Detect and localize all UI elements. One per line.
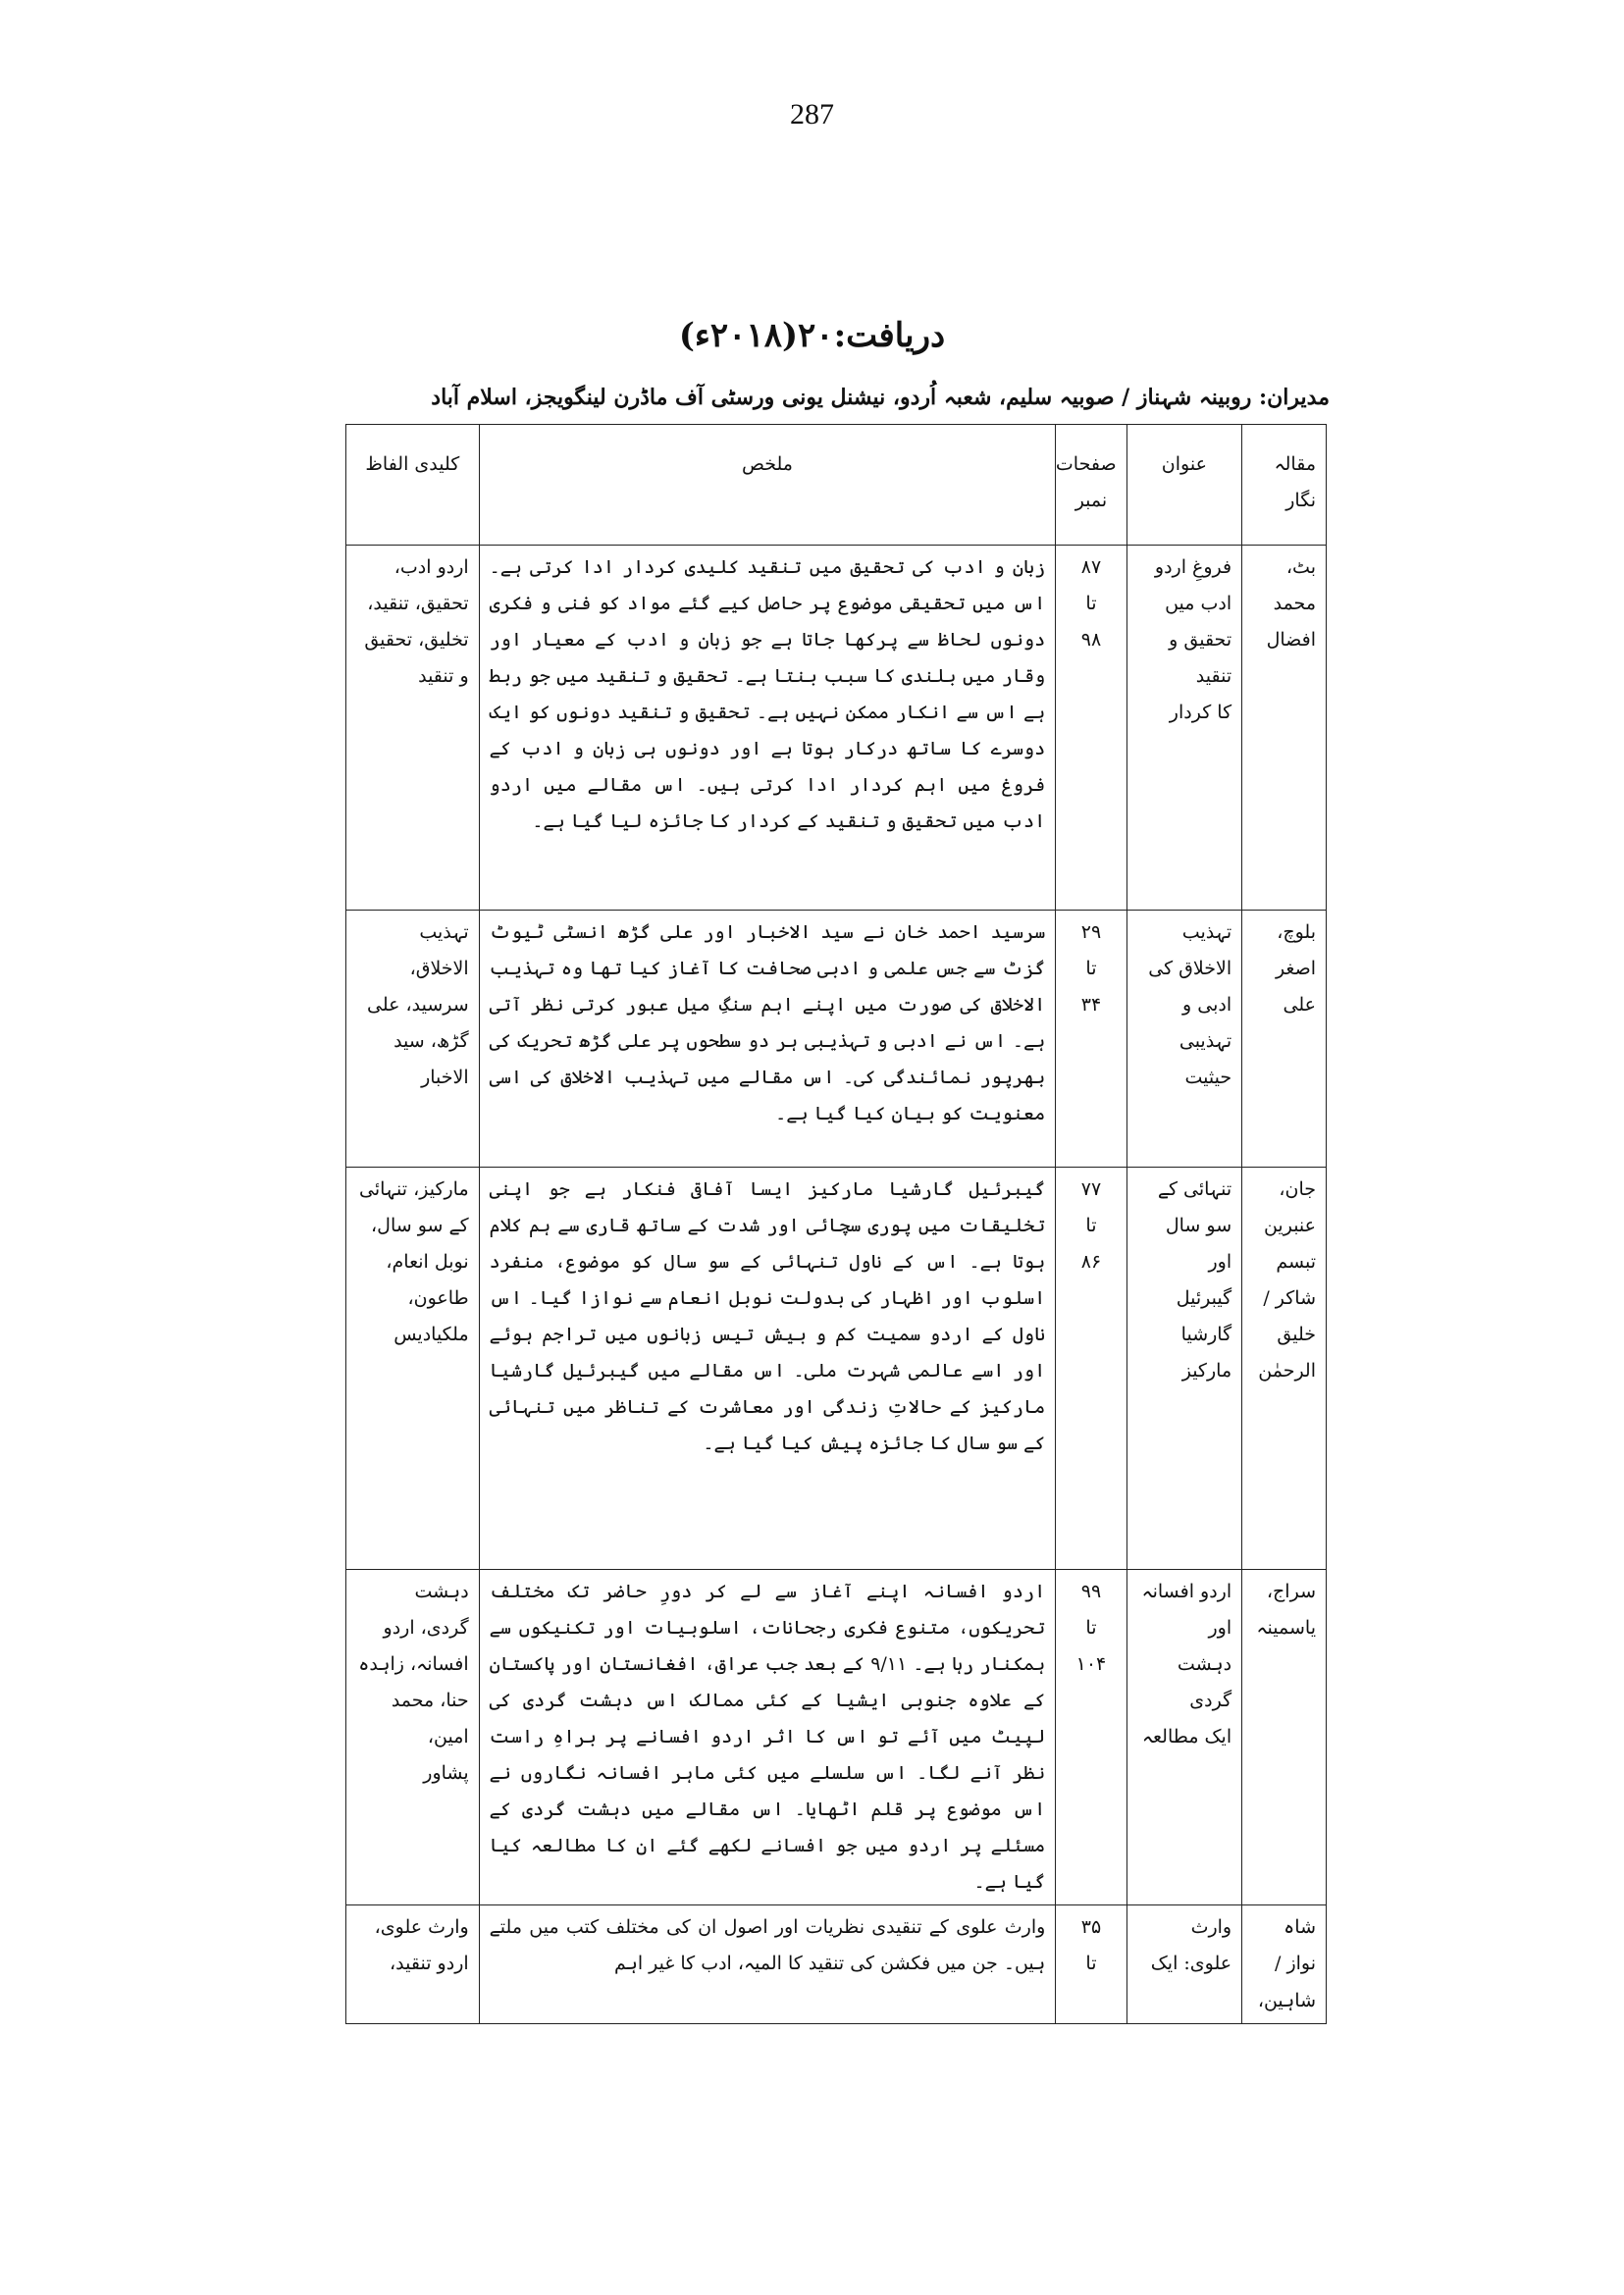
summary-cell: گیبرئیل گارشیا مارکیز ایسا آفاقی فنکار ہے جو اپنی تخلیقات میں پوری سچائی اور شدت کے ساتھ قاری سے ہم کلام ہوتا ہے۔ اس کے ناول تنہائی کے سو سال کو موضوع، منفرد اسلوب اور اظہار کی بدولت نوبل انعام سے نوازا گیا۔ اس ناول کے اردو سمیت کم و بیش تیس زبانوں میں تراجم ہوئے اور اسے عالمی شہرت ملی۔ اس مقالے میں گیبرئیل گارشیا مارکیز کے حالاتِ زندگی اور معاشرت کے تناظر میں تنہائی کے سو سال کا جائزہ پیش کیا گیا ہے۔ [479,1168,1056,1570]
title-cell-line: ادبی و تہذیبی [1179,994,1232,1053]
pages-cell-line: ۲۹ [1080,921,1102,943]
title-cell-line: وارث [1190,1916,1232,1939]
table-row [346,1168,1327,1570]
keywords-cell-line: اردو ادب، [393,556,469,578]
author-cell-line: الرحمٰن [1258,1360,1316,1382]
header-summary: ملخص [479,425,1056,546]
table-row [346,1905,1327,2023]
keywords-cell-line: تحقیق، تنقید، [367,593,469,615]
author-cell-line: شاکر / [1263,1287,1316,1310]
pages-cell-line: ۷۷ [1080,1178,1102,1200]
author-cell [1242,1168,1327,1570]
keywords-cell [346,1905,480,2023]
pages-cell-line: ۳۵ [1080,1916,1102,1939]
pages-cell-line: ۹۹ [1080,1581,1102,1602]
summary-cell: اردو افسانہ اپنے آغاز سے لے کر دورِ حاضر تک مختلف تحریکوں، متنوع فکری رجحانات، اسلوبیات اور تکنیکوں سے ہمکنار رہا ہے۔ ۹/۱۱ کے بعد جب عراق، افغانستان اور پاکستان کے علاوہ جنوبی ایشیا کے کئی ممالک اس دہشت گردی کی لپیٹ میں آئے تو اس کا اثر اردو افسانے پر براہِ راست نظر آنے لگا۔ اس سلسلے میں کئی ماہر افسانہ نگاروں نے اس موضوع پر قلم اٹھایا۔ اس مقالے میں دہشت گردی کے مسئلے پر اردو میں جو افسانے لکھے گئے ان کا مطالعہ کیا گیا ہے۔ [479,1570,1056,1905]
author-cell [1242,546,1327,911]
title-cell [1126,1168,1242,1570]
title-cell-line: الاخلاق کی [1148,958,1232,980]
title-cell-line: اردو افسانہ اور [1141,1581,1232,1640]
pages-cell-line: ۹۸ [1080,629,1102,652]
articles-table [345,424,1327,2024]
keywords-cell-line: وارث علوی، [374,1916,469,1939]
pages-cell [1056,1905,1126,2023]
pages-cell-line: تا [1085,1617,1097,1640]
title-cell-line: فروغِ اردو [1154,556,1232,578]
keywords-cell-line: پشاور [423,1762,469,1785]
header-keywords: کلیدی الفاظ [346,425,480,546]
title-cell-line: گارشیا مارکیز [1180,1324,1232,1382]
table-row [346,546,1327,911]
pages-cell [1056,546,1126,911]
keywords-cell-line: دہشت [414,1581,469,1602]
author-cell-line: اصغر علی [1275,958,1316,1017]
pages-cell-line: تا [1085,958,1097,980]
author-cell-line: بلوچ، [1277,921,1316,943]
keywords-cell-line: تخلیق، تحقیق [364,629,469,652]
header-author: مقالہ نگار [1242,425,1327,546]
keywords-cell-line: سرسید، علی [366,994,469,1017]
keywords-cell-line: طاعون، [407,1287,469,1310]
pages-cell [1056,1168,1126,1570]
author-cell [1242,911,1327,1168]
author-cell-line: شاہین، [1257,1989,1316,2011]
pages-cell-line: ۳۴ [1080,994,1102,1017]
pages-cell-line: ۸۷ [1080,556,1102,578]
table-row [346,1570,1327,1905]
keywords-cell-line: افسانہ، زاہدہ [358,1653,469,1676]
author-cell-line: بٹ، محمد [1273,556,1316,615]
pages-cell-line: تا [1085,1953,1097,1975]
keywords-cell-line: گڑھ، سید [393,1030,469,1053]
author-cell-line: افضال [1266,629,1316,652]
title-cell-line: گیبرئیل [1176,1287,1232,1310]
author-cell [1242,1570,1327,1905]
keywords-cell [346,1570,480,1905]
table-header-row [346,425,1327,546]
title-cell [1126,546,1242,911]
keywords-cell-line: مارکیز، تنہائی [359,1178,469,1200]
keywords-cell-line: الاخلاق، [409,958,469,980]
keywords-cell-line: و تنقید [418,665,469,688]
author-cell [1242,1905,1327,2023]
journal-title: دریافت:۲۰(۲۰۱۸ء) [678,316,946,355]
keywords-cell-line: گردی، اردو [383,1617,469,1640]
keywords-cell-line: اردو تنقید، [390,1953,469,1975]
title-cell [1126,911,1242,1168]
summary-cell: زبان و ادب کی تحقیق میں تنقید کلیدی کردار ادا کرتی ہے۔ اس میں تحقیقی موضوع پر حاصل کیے گئے مواد کو فنی و فکری دونوں لحاظ سے پرکھا جاتا ہے جو زبان و ادب کے معیار اور وقار میں بلندی کا سبب بنتا ہے۔ تحقیق و تنقید میں جو ربط ہے اس سے انکار ممکن نہیں ہے۔ تحقیق و تنقید دونوں کو ایک دوسرے کا ساتھ درکار ہوتا ہے اور دونوں ہی زبان و ادب کے فروغ میں اہم کردار ادا کرتی ہیں۔ اس مقالے میں اردو ادب میں تحقیق و تنقید کے کردار کا جائزہ لیا گیا ہے۔ [479,546,1056,911]
keywords-cell-line: کے سو سال، [371,1215,469,1237]
author-cell-line: خلیق [1277,1324,1316,1346]
header-pages: صفحات نمبر [1056,425,1126,546]
pages-cell-line: ۸۶ [1080,1251,1102,1274]
table-body [346,546,1327,2024]
summary-cell: وارث علوی کے تنقیدی نظریات اور اصول ان کی مختلف کتب میں ملتے ہیں۔ جن میں فکشن کی تنقید کا المیہ، ادب کا غیر اہم [479,1905,1056,2023]
table-row [346,911,1327,1168]
title-cell-line: تنہائی کے [1157,1178,1232,1200]
page-number: 287 [790,98,834,130]
author-cell-line: شاہ نواز / [1275,1916,1316,1975]
author-cell-line: عنبرین [1263,1215,1316,1237]
keywords-cell-line: ملکیادیس [393,1324,469,1346]
keywords-cell-line: تہذیب [419,921,469,943]
keywords-cell-line: نوبل انعام، [386,1251,469,1274]
keywords-cell-line: حنا، محمد امین، [391,1690,469,1748]
title-cell-line: سو سال اور [1165,1215,1232,1274]
title-cell-line: علوی: ایک [1150,1953,1232,1975]
title-cell [1126,1570,1242,1905]
title-cell-line: دہشت گردی [1177,1653,1232,1712]
title-cell-line: ایک مطالعہ [1141,1726,1232,1748]
title-cell-line: تحقیق و تنقید [1169,629,1232,688]
title-cell-line: تہذیب [1181,921,1232,943]
keywords-cell [346,1168,480,1570]
author-cell-line: یاسمینہ [1256,1617,1316,1640]
pages-cell-line: تا [1085,1215,1097,1237]
title-cell-line: کا کردار [1169,702,1232,724]
title-cell-line: ادب میں [1165,593,1232,615]
title-cell-line: حیثیت [1184,1067,1232,1089]
pages-cell [1056,1570,1126,1905]
summary-cell: سرسید احمد خان نے سید الاخبار اور علی گڑھ انسٹی ٹیوٹ گزٹ سے جس علمی و ادبی صحافت کا آغاز کیا تھا وہ تہذیب الاخلاق کی صورت میں اپنے اہم سنگِ میل عبور کرتی نظر آتی ہے۔ اس نے ادبی و تہذیبی ہر دو سطحوں پر علی گڑھ تحریک کی بھرپور نمائندگی کی۔ اس مقالے میں تہذیب الاخلاق کی اسی معنویت کو بیان کیا گیا ہے۔ [479,911,1056,1168]
keywords-cell [346,911,480,1168]
author-cell-line: جان، [1279,1178,1316,1200]
title-cell [1126,1905,1242,2023]
pages-cell [1056,911,1126,1168]
header-title: عنوان [1126,425,1242,546]
keywords-cell-line: الاخبار [421,1067,469,1089]
pages-cell-line: ۱۰۴ [1075,1653,1107,1676]
author-cell-line: تبسم [1276,1251,1316,1274]
author-cell-line: سراج، [1266,1581,1316,1602]
pages-cell-line: تا [1085,593,1097,615]
editors-line: مدیران: روبینہ شہناز / صوبیہ سلیم، شعبہ اُردو، نیشنل یونی ورسٹی آف ماڈرن لینگویجز، اسلام آباد [431,385,1330,410]
keywords-cell [346,546,480,911]
